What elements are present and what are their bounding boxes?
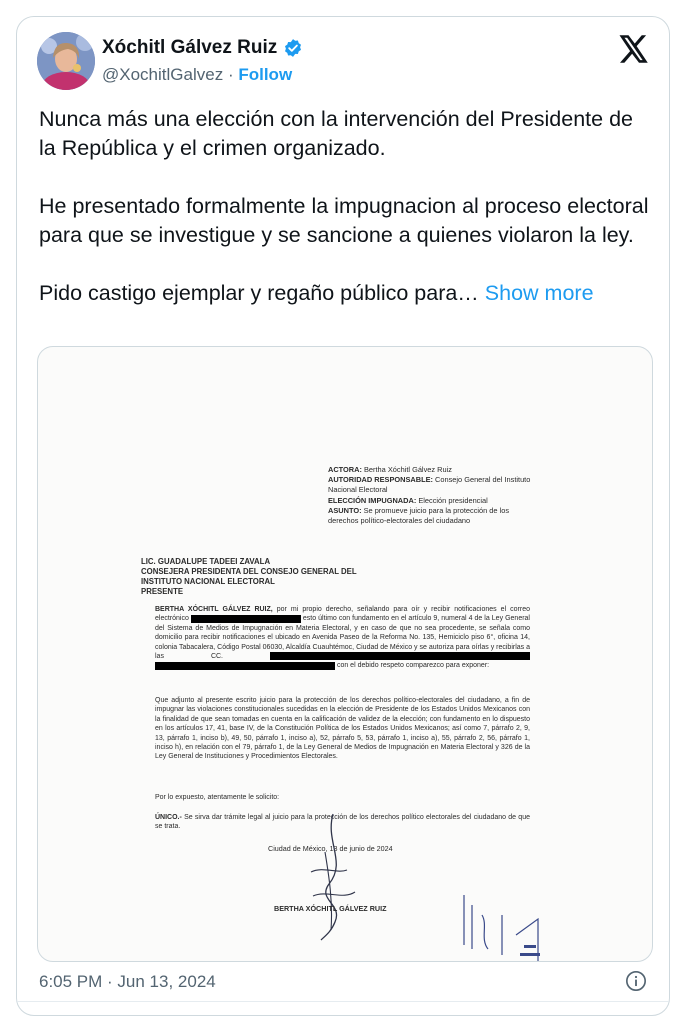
document-signer: BERTHA XÓCHITL GÁLVEZ RUIZ bbox=[274, 904, 387, 913]
verified-badge-icon bbox=[283, 38, 303, 58]
show-more-link[interactable]: Show more bbox=[484, 281, 594, 305]
document-paragraph: Que adjunto al presente escrito juicio para la protección de los derechos político-electorales del ciudadano, a fin de impugnar las violaciones constitucionales sucedidas en la elección de Presidente de los Estados Unidos Mexicanos con la finalidad de que sean tomadas en cuenta en la calificación de validez de la elección; con fundamento en lo dispuesto en los artículos 17, 41, base IV, de la Constitución Política de los Estados Unidos Mexicanos; así como 7, párrafo 2, 9, 13, párrafo 1, inciso b), 49, 50, párrafo 1, inciso a), 52, párrafo 5, 53, párrafo 1, inciso a), 55, párrafo 2, 56, párrafo 1, inciso h), en relación con el 79, párrafo 1, de la Ley General de Medios de Impugnación en Materia Electoral y 326 de la Ley General de Instituciones y Procedimientos Electorales. bbox=[155, 697, 530, 761]
addressee-line: PRESENTE bbox=[141, 587, 184, 596]
redaction-bar bbox=[191, 615, 301, 623]
document-place-date: Ciudad de México, 13 de junio de 2024 bbox=[268, 844, 393, 853]
tweet-paragraph-text: Pido castigo ejemplar y regaño público para… bbox=[39, 281, 479, 305]
x-logo-icon[interactable] bbox=[619, 35, 649, 63]
attached-document-image[interactable] bbox=[37, 346, 653, 962]
tweet-paragraph: Nunca más una elección con la intervención del Presidente de la República y el crimen organizado. bbox=[39, 107, 634, 160]
redaction-bar bbox=[270, 652, 530, 660]
document-header bbox=[328, 465, 538, 526]
document-paragraph: ÚNICO.- Se sirva dar trámite legal al juicio para la protección de los derechos político electorales del ciudadano de que se trata. bbox=[155, 814, 530, 831]
reception-stamp-icon bbox=[458, 875, 548, 961]
header-line: ACTORA: Bertha Xóchitl Gálvez Ruiz bbox=[328, 465, 452, 474]
addressee-line: LIC. GUADALUPE TADEEI ZAVALA bbox=[141, 557, 271, 566]
author-name[interactable]: Xóchitl Gálvez Ruiz bbox=[102, 37, 278, 58]
handle-separator: · bbox=[227, 65, 234, 84]
tweet-paragraph: He presentado formalmente la impugnacion al proceso electoral para que se investigue y se sancione a quienes violaron la ley. bbox=[39, 194, 649, 247]
handle-row bbox=[102, 65, 292, 85]
redaction-bar bbox=[155, 662, 335, 670]
header-line: ASUNTO: Se promueve juicio para la protección de los derechos político-electorales del ciudadano bbox=[328, 505, 510, 526]
document-paragraph: BERTHA XÓCHITL GÁLVEZ RUIZ, por mi propio derecho, señalando para oír y recibir notificaciones el correo electrónico esto último con fundamento en el artículo 9, numeral 4 de la Ley General del Sistema de Medios de Impugnación en Materia Electoral, y en caso de que no sea procedente, se señala como domicilio para recibir notificaciones el ubicado en Avenida Paseo de la Reforma No. 135, Hemiciclo piso 6°, oficina 14, colonia Tabacalera, Código Postal 06030, Alcaldía Cuauhtémoc, Ciudad de México y se autoriza para oírlas y recibirlas a las CC. con el debido respeto comparezco para exponer: bbox=[155, 606, 530, 670]
addressee-line: CONSEJERA PRESIDENTA DEL CONSEJO GENERAL DEL bbox=[141, 567, 357, 576]
tweet-text bbox=[39, 105, 654, 308]
handwritten-signature-icon bbox=[303, 812, 363, 942]
document-addressee bbox=[141, 557, 401, 597]
avatar[interactable] bbox=[37, 32, 95, 90]
header-line: ELECCIÓN IMPUGNADA: Elección presidencial bbox=[328, 495, 488, 505]
tweet-card bbox=[16, 16, 670, 1016]
author-name-row[interactable] bbox=[102, 37, 303, 59]
tweet-paragraph bbox=[39, 279, 654, 308]
avatar-image bbox=[37, 32, 95, 90]
tweet-timestamp[interactable]: 6:05 PM · Jun 13, 2024 bbox=[39, 972, 216, 991]
header-line: AUTORIDAD RESPONSABLE: Consejo General del Instituto Nacional Electoral bbox=[328, 475, 531, 495]
follow-button[interactable]: Follow bbox=[238, 65, 293, 84]
author-handle[interactable]: @XochitlGalvez bbox=[102, 65, 224, 84]
legal-document bbox=[38, 347, 652, 961]
addressee-line: INSTITUTO NACIONAL ELECTORAL bbox=[141, 577, 275, 586]
info-icon[interactable] bbox=[625, 970, 647, 992]
divider bbox=[17, 1001, 669, 1002]
document-paragraph: Por lo expuesto, atentamente le solicito: bbox=[155, 794, 280, 801]
